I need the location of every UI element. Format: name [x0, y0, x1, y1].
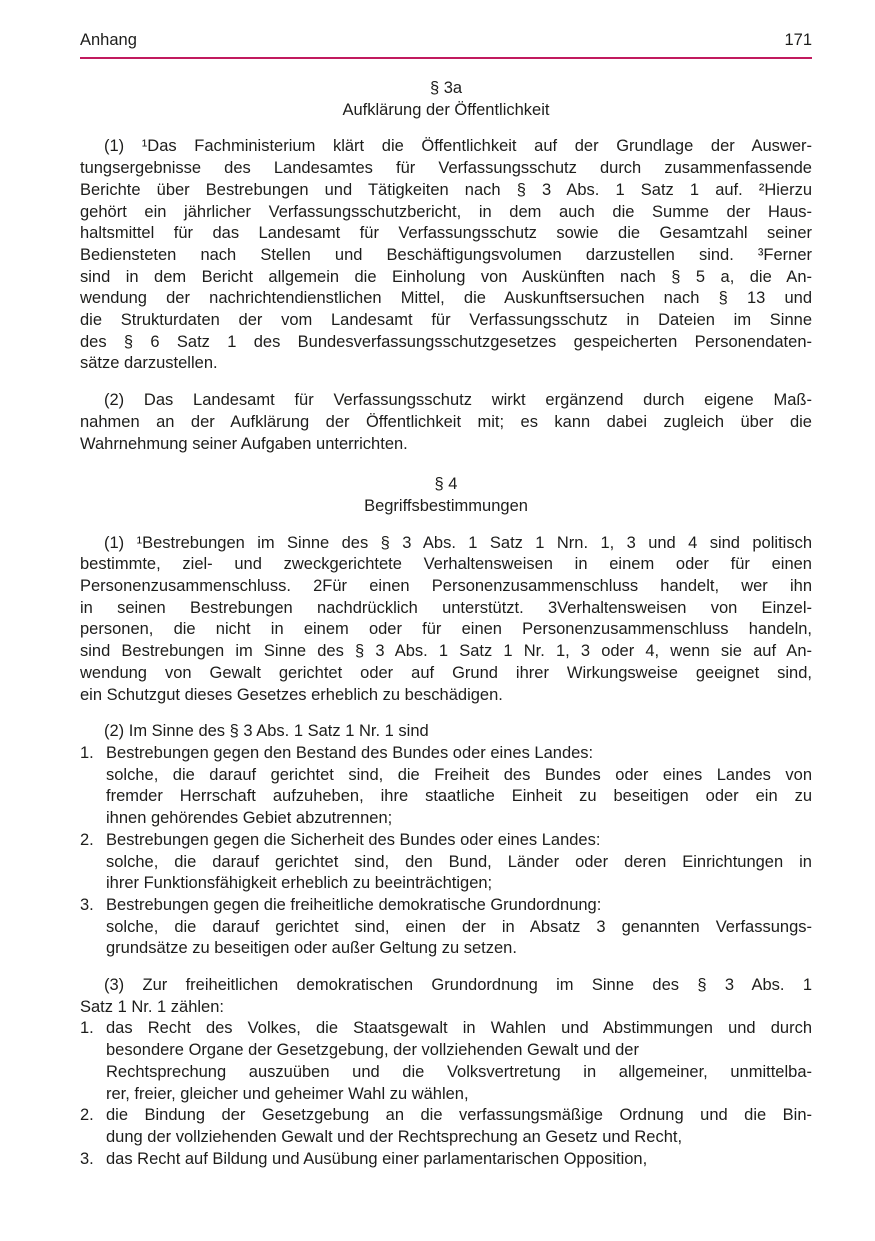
- text-line: (2) Im Sinne des § 3 Abs. 1 Satz 1 Nr. 1 sind: [104, 722, 429, 741]
- text-line: (1) ¹Das Fachministerium klärt die Öffentlichkeit auf der Grundlage der Auswer-: [104, 137, 812, 156]
- text-line: (2) Das Landesamt für Verfassungsschutz wirkt ergänzend durch eigene Maß-: [104, 391, 812, 410]
- text-line: ein Schutzgut dieses Gesetzes erheblich zu beschädigen.: [80, 685, 503, 704]
- text-line: wendung der nachrichtendienstlichen Mittel, die Auskunftsersuchen nach § 13 und: [80, 289, 812, 308]
- list-item: [80, 1018, 812, 1105]
- text-line: dung der vollziehenden Gewalt und der Rechtsprechung an Gesetz und Recht,: [106, 1127, 683, 1146]
- text-line: sind Bestrebungen im Sinne des § 3 Abs. 1 Satz 1 Nr. 1, 3 oder 4, wenn sie auf An-: [80, 642, 812, 661]
- text-line: solche, die darauf gerichtet sind, einen der in Absatz 3 genannten Verfassungs-: [106, 917, 812, 936]
- text-line: sätze darzustellen.: [80, 354, 218, 373]
- text-line: Berichte über Bestrebungen und Tätigkeiten nach § 3 Abs. 1 Satz 1 auf. ²Hierzu: [80, 180, 812, 199]
- text-line: personen, die nicht in einem oder für einen Personenzusammenschluss handeln,: [80, 620, 812, 639]
- text-line: Aufklärung der Öffentlichkeit: [342, 100, 550, 119]
- list-item-number: 1.: [80, 1019, 94, 1038]
- text-line: 3. das Recht auf Bildung und Ausübung einer parlamentarischen Opposition,: [106, 1149, 812, 1171]
- text-line: in seinen Bestrebungen nachdrücklich unterstützt. 3Verhaltensweisen von Einzel-: [80, 598, 812, 617]
- section-heading: [80, 78, 812, 121]
- text-line: sind in dem Bericht allgemein die Einholung von Auskünften nach § 5 a, die An-: [80, 267, 812, 286]
- list-item-number: 2.: [80, 830, 94, 849]
- text-line: rer, freier, gleicher und geheimer Wahl zu wählen,: [106, 1084, 469, 1103]
- text-line: 1. Bestrebungen gegen den Bestand des Bundes oder eines Landes:: [106, 743, 812, 765]
- text-line: (3) Zur freiheitlichen demokratischen Grundordnung im Sinne des § 3 Abs. 1: [104, 976, 812, 995]
- text-line: bestimmte, ziel- und zweckgerichtete Verhaltensweisen in einem oder für einen: [80, 555, 812, 574]
- text-line: 2. Bestrebungen gegen die Sicherheit des Bundes oder eines Landes:: [106, 830, 812, 852]
- text-line: Satz 1 Nr. 1 zählen:: [80, 997, 224, 1016]
- text-line: gehört ein jährlicher Verfassungsschutzbericht, in dem auch die Summe der Haus-: [80, 202, 812, 221]
- text-line: 1. das Recht des Volkes, die Staatsgewalt in Wahlen und Abstimmungen und durch: [106, 1018, 812, 1040]
- text-line: haltsmittel für das Landesamt für Verfassungsschutz sowie die Gesamtzahl seiner: [80, 224, 812, 243]
- text-line: fremder Herrschaft aufzuheben, ihre staatliche Einheit zu beseitigen oder ein zu: [106, 787, 812, 806]
- document-body: [80, 78, 812, 1170]
- list-item-number: 2.: [80, 1106, 94, 1125]
- paragraph: [80, 975, 812, 1018]
- text-line: Begriffsbestimmungen: [364, 496, 528, 515]
- list-item-number: 3.: [80, 895, 94, 914]
- text-line: Personenzusammenschluss. 2Für einen Personenzusammenschluss handelt, wer ihn: [80, 577, 812, 596]
- page-header: [80, 30, 812, 59]
- text-line: wendung von Gewalt gerichtet oder auf Grund ihrer Wirkungsweise geeignet sind,: [80, 663, 812, 682]
- list-item-number: 3.: [80, 1149, 94, 1168]
- text-line: ihnen gehörendes Gebiet abzutrennen;: [106, 809, 393, 828]
- text-line: die Strukturdaten der vom Landesamt für Verfassungsschutz in Dateien im Sinne: [80, 311, 812, 330]
- list-item: [80, 1149, 812, 1171]
- list-item: [80, 895, 812, 960]
- section-heading: [80, 474, 812, 517]
- paragraph: [80, 533, 812, 707]
- text-line: Wahrnehmung seiner Aufgaben unterrichten.: [80, 434, 408, 453]
- list-item: [80, 1105, 812, 1148]
- list-item: [80, 830, 812, 895]
- text-line: nahmen an der Aufklärung der Öffentlichkeit mit; es kann dabei zugleich über die: [80, 412, 812, 431]
- paragraph: [80, 136, 812, 375]
- text-line: solche, die darauf gerichtet sind, den Bund, Länder oder deren Einrichtungen in: [106, 852, 812, 871]
- text-line: grundsätze zu beseitigen oder außer Geltung zu setzen.: [106, 939, 517, 958]
- text-line: 2. die Bindung der Gesetzgebung an die verfassungsmäßige Ordnung und die Bin-: [106, 1105, 812, 1127]
- text-line: des § 6 Satz 1 des Bundesverfassungsschutzgesetzes gespeicherten Personendaten-: [80, 332, 812, 351]
- numbered-list: [80, 743, 812, 960]
- paragraph: [80, 390, 812, 455]
- paragraph: [80, 721, 812, 743]
- text-line: § 3a: [429, 79, 463, 97]
- text-line: solche, die darauf gerichtet sind, die Freiheit des Bundes oder eines Landes von: [106, 765, 812, 784]
- page-number: 171: [784, 31, 812, 49]
- text-line: Bediensteten nach Stellen und Beschäftigungsvolumen darzustellen sind. ³Ferner: [80, 245, 812, 264]
- text-line: besondere Organe der Gesetzgebung, der vollziehenden Gewalt und der: [106, 1041, 639, 1060]
- text-line: Rechtsprechung auszuüben und die Volksvertretung in allgemeiner, unmittelba-: [106, 1062, 812, 1081]
- text-line: tungsergebnisse des Landesamtes für Verfassungsschutz durch zusammenfassende: [80, 159, 812, 178]
- text-line: 3. Bestrebungen gegen die freiheitliche demokratische Grundordnung:: [106, 895, 812, 917]
- text-line: ihrer Funktionsfähigkeit erheblich zu beeinträchtigen;: [106, 874, 493, 893]
- text-line: (1) ¹Bestrebungen im Sinne des § 3 Abs. 1 Satz 1 Nrn. 1, 3 und 4 sind politisch: [104, 533, 812, 552]
- list-item-number: 1.: [80, 743, 94, 762]
- list-item: [80, 743, 812, 830]
- numbered-list: [80, 1018, 812, 1170]
- text-line: § 4: [434, 475, 458, 494]
- running-header: Anhang: [80, 31, 137, 49]
